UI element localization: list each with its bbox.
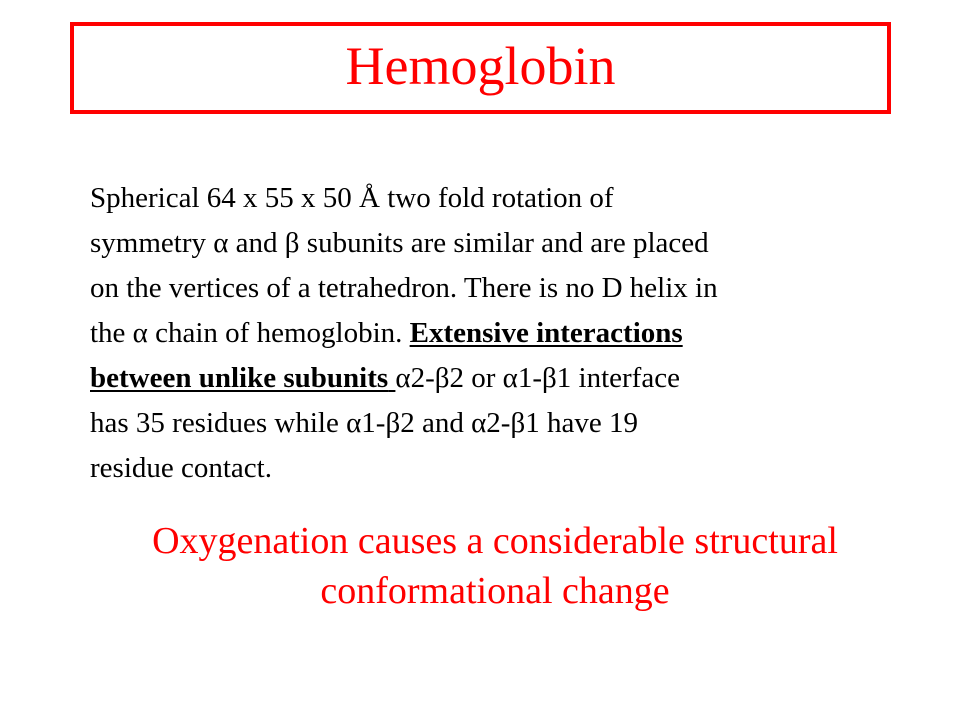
title-frame — [70, 22, 891, 114]
body-line-5-text: α2-β2 or α1-β1 interface — [395, 362, 680, 394]
page-title: Hemoglobin — [345, 36, 616, 96]
emphasis-text-1: Extensive interactions — [409, 317, 683, 349]
body-line-5 — [90, 356, 910, 401]
body-paragraph — [90, 176, 910, 491]
body-line-6: has 35 residues while α1-β2 and α2-β1 have 19 — [90, 407, 638, 439]
body-line-4-text: the α chain of hemoglobin. — [90, 317, 410, 349]
footer-statement — [60, 516, 930, 616]
body-line-1: Spherical 64 x 55 x 50 Å two fold rotation of — [90, 182, 614, 214]
body-line-4 — [90, 311, 910, 356]
footer-line-1: Oxygenation causes a considerable structural — [152, 520, 838, 562]
body-line-3: on the vertices of a tetrahedron. There is no D helix in — [90, 272, 718, 304]
footer-line-2: conformational change — [320, 570, 670, 612]
body-line-2: symmetry α and β subunits are similar and are placed — [90, 227, 709, 259]
emphasis-text-2: between unlike subunits — [90, 362, 389, 394]
body-line-7: residue contact. — [90, 452, 272, 484]
